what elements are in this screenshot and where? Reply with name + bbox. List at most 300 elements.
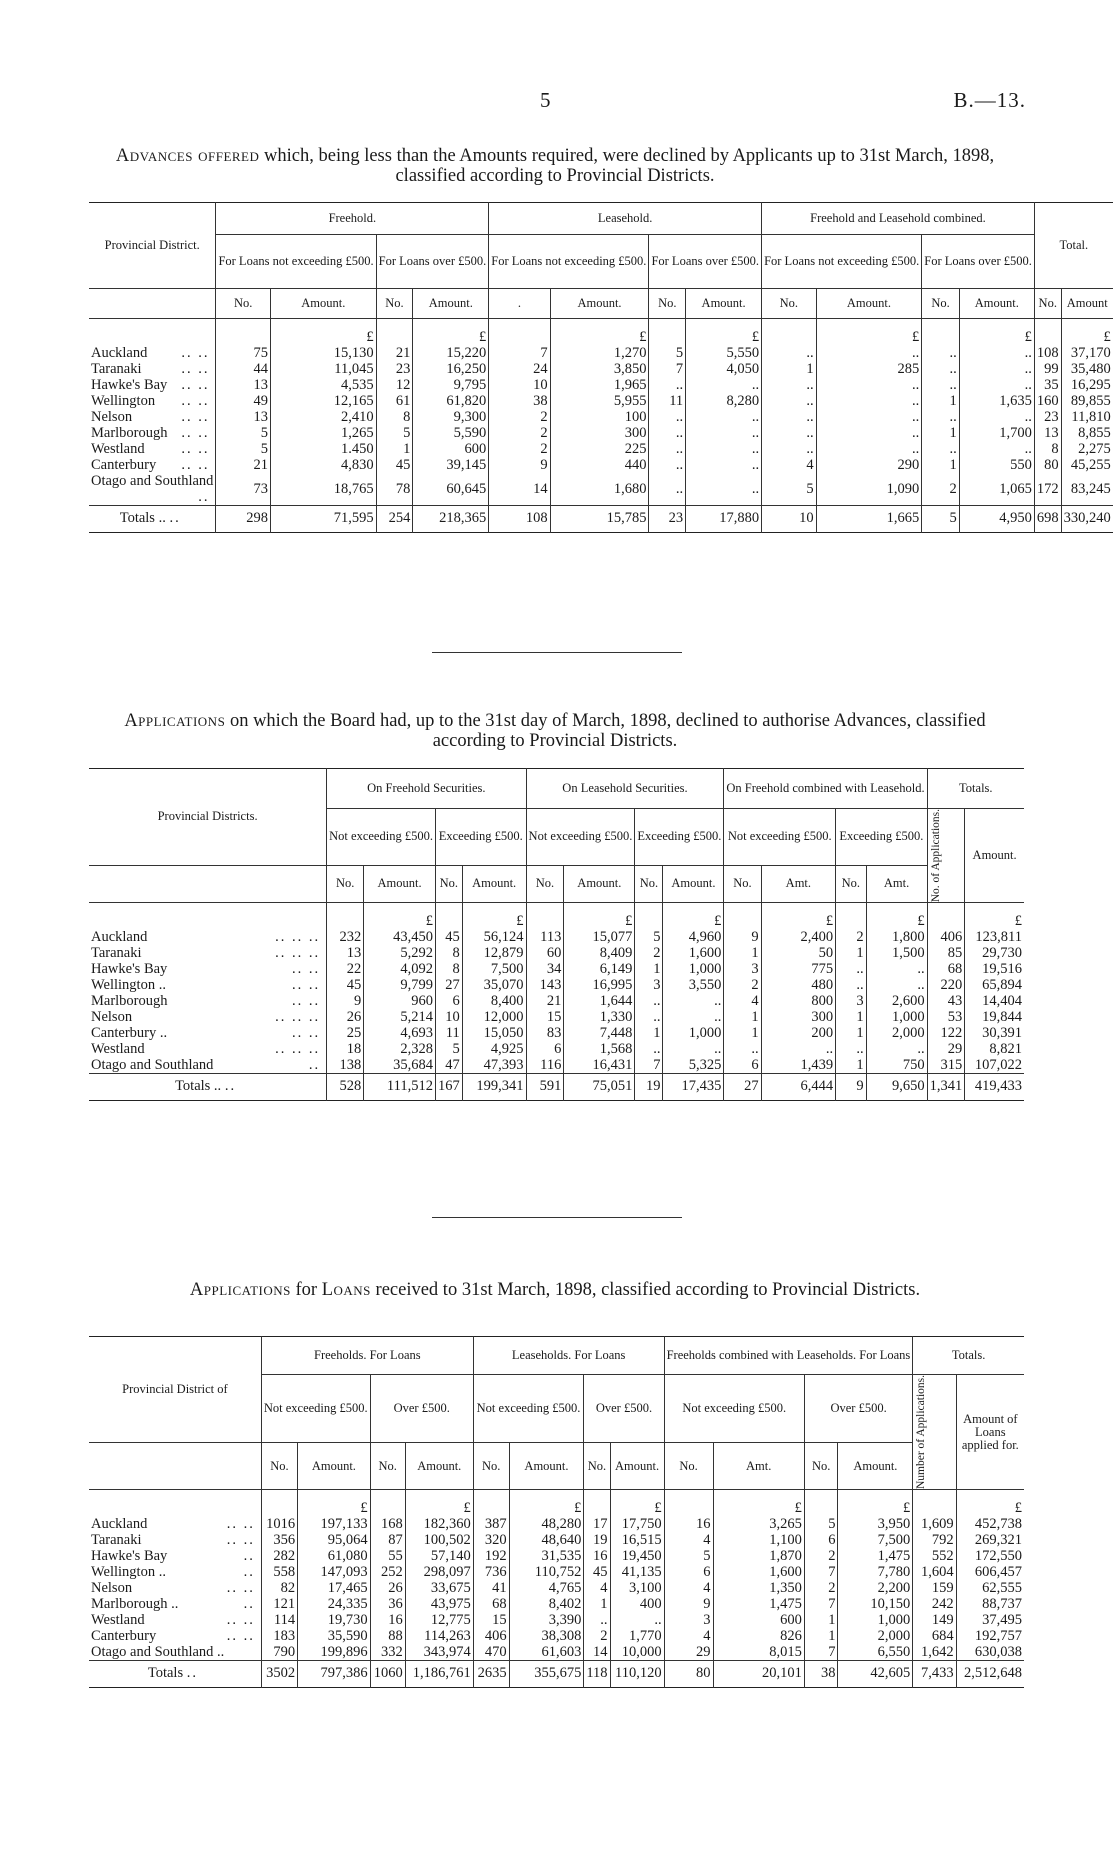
count-cell: 3 [724, 961, 761, 977]
amount-cell: 1,600 [713, 1564, 804, 1580]
count-cell: 220 [927, 977, 965, 993]
currency-row [89, 903, 1024, 930]
amount-cell: 19,844 [965, 1009, 1024, 1025]
count-cell: 2635 [473, 1661, 509, 1688]
count-cell: 1 [836, 1009, 866, 1025]
table3-title [90, 1280, 1020, 1300]
count-cell: 1 [922, 457, 960, 473]
amount-cell: 5,214 [364, 1009, 436, 1025]
col-header-amount: Amount. [462, 865, 526, 903]
amount-cell: 199,341 [462, 1074, 526, 1101]
col-header-combined: On Freehold combined with Leasehold. [724, 769, 927, 809]
amount-cell: 797,386 [298, 1661, 371, 1688]
count-cell: 6 [664, 1564, 713, 1580]
table-row [89, 441, 1113, 457]
col-header-lh-not-exceeding: Not exceeding £500. [526, 809, 635, 866]
col-header-district: Provincial Districts. [89, 769, 327, 866]
amount-cell: 62,555 [956, 1580, 1024, 1596]
count-cell: 7,433 [913, 1661, 956, 1688]
amount-cell: 15,220 [413, 345, 489, 361]
district-name: Canterbury .. [91, 1025, 168, 1042]
amount-cell: 2,000 [838, 1628, 913, 1644]
district-name: Wellington .. [91, 977, 166, 994]
count-cell: .. [635, 993, 663, 1009]
table3-title-mid: for [290, 1280, 322, 1300]
loan-applications-table [89, 1336, 1024, 1688]
count-cell: 2 [584, 1628, 610, 1644]
amount-cell: 30,391 [965, 1025, 1024, 1041]
count-cell: 3 [664, 1612, 713, 1628]
count-cell: 60 [526, 945, 564, 961]
count-cell: 1 [724, 1025, 761, 1041]
district-name: Nelson [91, 409, 133, 425]
count-cell: 99 [1034, 361, 1061, 377]
count-cell: 1016 [261, 1516, 297, 1532]
amount-cell: 4,535 [271, 377, 377, 393]
col-header-no: No. [664, 1443, 713, 1490]
amount-cell: 800 [761, 993, 836, 1009]
amount-cell: 12,165 [271, 393, 377, 409]
count-cell: 792 [913, 1532, 956, 1548]
amount-cell: 3,100 [610, 1580, 664, 1596]
amount-cell: 1,270 [550, 345, 649, 361]
table-row [89, 1025, 1024, 1041]
currency-row [89, 319, 1113, 346]
leader-dots: .. [243, 1596, 255, 1613]
leader-dots: .. .. .. [275, 945, 321, 962]
amount-cell: 197,133 [298, 1516, 371, 1532]
count-cell: 282 [261, 1548, 297, 1564]
amount-cell: 17,880 [686, 506, 762, 533]
district-name: Marlborough [91, 425, 168, 441]
amount-cell: 3,390 [509, 1612, 584, 1628]
count-cell: .. [635, 1041, 663, 1057]
count-cell: 80 [664, 1661, 713, 1688]
count-cell: 61 [376, 393, 413, 409]
page-header [0, 88, 1114, 118]
totals-row [89, 1074, 1024, 1101]
count-cell: 19 [584, 1532, 610, 1548]
count-cell: 3 [635, 977, 663, 993]
amount-cell: 15,130 [271, 345, 377, 361]
amount-cell: 182,360 [405, 1516, 473, 1532]
advances-declined-table [89, 202, 1113, 533]
leader-dots: .. .. [181, 425, 210, 441]
leader-dots: .. .. [292, 993, 321, 1010]
currency-symbol: £ [462, 903, 526, 930]
amount-cell: 2,275 [1061, 441, 1113, 457]
col-header-cb-over: For Loans over £500. [922, 235, 1035, 289]
amount-cell: 1,568 [564, 1041, 635, 1057]
count-cell: 5 [635, 929, 663, 945]
district-name: Canterbury [91, 1628, 157, 1645]
amount-cell: 750 [866, 1057, 927, 1074]
amount-cell: 8,280 [686, 393, 762, 409]
table-row [89, 1612, 1024, 1628]
amount-cell: 1,350 [713, 1580, 804, 1596]
currency-symbol: £ [956, 1490, 1024, 1517]
count-cell: 5 [762, 473, 817, 506]
leader-dots: .. .. [226, 1612, 255, 1629]
col-header-no: No. [584, 1443, 610, 1490]
count-cell: 1 [635, 961, 663, 977]
col-header-cb-not-exceeding: Not exceeding £500. [664, 1375, 804, 1443]
leader-dots: .. .. [226, 1532, 255, 1549]
col-header-lh-not-exceeding: Not exceeding £500. [473, 1375, 584, 1443]
amount-cell: 200 [761, 1025, 836, 1041]
count-cell: 116 [526, 1057, 564, 1074]
amount-cell: 17,750 [610, 1516, 664, 1532]
amount-cell: 1,065 [959, 473, 1034, 506]
count-cell: 4 [664, 1580, 713, 1596]
count-cell: 5 [664, 1548, 713, 1564]
amount-cell: 290 [816, 457, 922, 473]
amount-cell: 41,135 [610, 1564, 664, 1580]
table-row [89, 1628, 1024, 1644]
count-cell: 4 [762, 457, 817, 473]
leader-dots: .. .. [226, 1516, 255, 1533]
table3-title-lead: Applications [189, 1280, 291, 1300]
col-header-leaseholds: Leaseholds. For Loans [473, 1337, 664, 1375]
amount-cell: .. [663, 993, 724, 1009]
count-cell: 29 [927, 1041, 965, 1057]
amount-cell: 6,550 [838, 1644, 913, 1661]
table-row [89, 1516, 1024, 1532]
col-header-leasehold: On Leasehold Securities. [526, 769, 724, 809]
count-cell: 558 [261, 1564, 297, 1580]
amount-cell: 43,975 [405, 1596, 473, 1612]
count-cell: 5 [376, 425, 413, 441]
amount-cell: 269,321 [956, 1532, 1024, 1548]
count-cell: 1,341 [927, 1074, 965, 1101]
count-cell: 78 [376, 473, 413, 506]
district-name: Wellington [91, 393, 156, 409]
count-cell: 10 [435, 1009, 462, 1025]
count-cell: 2 [724, 977, 761, 993]
count-cell: 138 [327, 1057, 364, 1074]
count-cell: 7 [489, 345, 550, 361]
count-cell: 49 [216, 393, 271, 409]
amount-cell: 2,400 [761, 929, 836, 945]
col-header-amt: Amt. [761, 865, 836, 903]
amount-cell: 37,170 [1061, 345, 1113, 361]
amount-cell: 4,830 [271, 457, 377, 473]
table-row [89, 1548, 1024, 1564]
count-cell: 2 [489, 441, 550, 457]
amount-cell: 4,960 [663, 929, 724, 945]
amount-cell: 400 [610, 1596, 664, 1612]
count-cell: 1,609 [913, 1516, 956, 1532]
count-cell: 1 [376, 441, 413, 457]
amount-cell: 43,450 [364, 929, 436, 945]
amount-cell: 12,775 [405, 1612, 473, 1628]
amount-cell: .. [816, 441, 922, 457]
count-cell: 45 [584, 1564, 610, 1580]
currency-symbol: £ [564, 903, 635, 930]
count-cell: 406 [473, 1628, 509, 1644]
count-cell: 1 [922, 393, 960, 409]
col-header-no: No. [435, 865, 462, 903]
col-header-no-applications: No. of Applications. [927, 809, 965, 903]
amount-cell: 110,120 [610, 1661, 664, 1688]
count-cell: 387 [473, 1516, 509, 1532]
amount-cell: 6,444 [761, 1074, 836, 1101]
col-header-leasehold: Leasehold. [489, 203, 762, 235]
amount-cell: .. [686, 441, 762, 457]
count-cell: .. [836, 977, 866, 993]
count-cell: 26 [370, 1580, 405, 1596]
leader-dots: .. [243, 1548, 255, 1565]
count-cell: .. [922, 441, 960, 457]
count-cell: 172 [1034, 473, 1061, 506]
count-cell: 121 [261, 1596, 297, 1612]
amount-cell: 65,894 [965, 977, 1024, 993]
totals-label: Totals [147, 1665, 184, 1682]
amount-cell: 4,092 [364, 961, 436, 977]
count-cell: 9 [724, 929, 761, 945]
count-cell: 4 [584, 1580, 610, 1596]
amount-cell: 15,785 [550, 506, 649, 533]
col-header-fh-not-exceeding: Not exceeding £500. [261, 1375, 370, 1443]
count-cell: .. [836, 1041, 866, 1057]
totals-label: Totals .. [175, 1078, 222, 1095]
district-name: Otago and Southland .. [91, 1644, 225, 1661]
count-cell: 68 [473, 1596, 509, 1612]
count-cell: 75 [216, 345, 271, 361]
district-name: Westland [91, 1612, 145, 1629]
count-cell: 13 [216, 377, 271, 393]
currency-symbol: £ [663, 903, 724, 930]
district-name: Marlborough [91, 993, 168, 1010]
count-cell: 2 [836, 929, 866, 945]
col-header-total: Total. [1034, 203, 1112, 289]
count-cell: 8 [376, 409, 413, 425]
col-header-no: No. [370, 1443, 405, 1490]
district-name: Nelson [91, 1580, 133, 1597]
count-cell: 25 [327, 1025, 364, 1041]
amount-cell: 7,500 [838, 1532, 913, 1548]
leader-dots: .. .. [292, 961, 321, 978]
count-cell: 790 [261, 1644, 297, 1661]
currency-symbol: £ [413, 319, 489, 346]
currency-symbol: £ [816, 319, 922, 346]
amount-cell: 1,800 [866, 929, 927, 945]
table-row [89, 1644, 1024, 1661]
amount-cell: 2,200 [838, 1580, 913, 1596]
count-cell: .. [649, 457, 686, 473]
count-cell: 13 [1034, 425, 1061, 441]
count-cell: 168 [370, 1516, 405, 1532]
count-cell: 80 [1034, 457, 1061, 473]
col-header-combined: Freehold and Leasehold combined. [762, 203, 1035, 235]
count-cell: 83 [526, 1025, 564, 1041]
amount-cell: 95,064 [298, 1532, 371, 1548]
count-cell: 1 [762, 361, 817, 377]
currency-symbol: £ [610, 1490, 664, 1517]
currency-symbol: £ [364, 903, 436, 930]
col-header-freeholds: Freeholds. For Loans [261, 1337, 473, 1375]
col-header-no: No. [724, 865, 761, 903]
count-cell: 183 [261, 1628, 297, 1644]
amount-cell: 2,600 [866, 993, 927, 1009]
count-cell: 108 [489, 506, 550, 533]
table-row [89, 393, 1113, 409]
col-header-cb-not-exceeding: For Loans not exceeding £500. [762, 235, 922, 289]
count-cell: 8 [1034, 441, 1061, 457]
count-cell: 14 [489, 473, 550, 506]
amount-cell: 480 [761, 977, 836, 993]
amount-cell: 343,974 [405, 1644, 473, 1661]
amount-cell: 16,995 [564, 977, 635, 993]
table2-title [90, 711, 1020, 751]
col-header-no: No. [1034, 289, 1061, 319]
amount-cell: 48,640 [509, 1532, 584, 1548]
amount-cell: .. [866, 961, 927, 977]
count-cell: 2 [635, 945, 663, 961]
amount-cell: 38,308 [509, 1628, 584, 1644]
district-name: Taranaki [91, 945, 142, 962]
leader-dots: .. .. [292, 977, 321, 994]
document-reference: B.—13. [953, 88, 1026, 112]
count-cell: 470 [473, 1644, 509, 1661]
col-header-fh-not-exceeding: Not exceeding £500. [327, 809, 436, 866]
table-row [89, 425, 1113, 441]
currency-symbol: £ [686, 319, 762, 346]
table-row [89, 1596, 1024, 1612]
amount-cell: 19,450 [610, 1548, 664, 1564]
count-cell: .. [649, 377, 686, 393]
table2-title-rest: on which the Board had, up to the 31st day of March, 1898, declined to authorise Advances, classified according to Provincial Districts. [225, 711, 986, 751]
count-cell: .. [649, 473, 686, 506]
amount-cell: 1,000 [663, 961, 724, 977]
district-name: Hawke's Bay [91, 377, 168, 393]
count-cell: 21 [376, 345, 413, 361]
count-cell: 55 [370, 1548, 405, 1564]
count-cell: 19 [635, 1074, 663, 1101]
amount-cell: 3,550 [663, 977, 724, 993]
count-cell: 1 [804, 1612, 838, 1628]
amount-cell: .. [761, 1041, 836, 1057]
table-row [89, 361, 1113, 377]
amount-cell: 3,950 [838, 1516, 913, 1532]
district-name: Auckland [91, 1516, 148, 1533]
count-cell: 35 [1034, 377, 1061, 393]
applications-declined-table [89, 768, 1024, 1101]
amount-cell: 7,780 [838, 1564, 913, 1580]
leader-dots: .. [186, 1665, 198, 1682]
amount-cell: 1,635 [959, 393, 1034, 409]
count-cell: 4 [664, 1628, 713, 1644]
table-row [89, 1009, 1024, 1025]
amount-cell: 8,015 [713, 1644, 804, 1661]
amount-cell: 2,410 [271, 409, 377, 425]
col-header-no: No. [762, 289, 817, 319]
amount-cell: 48,280 [509, 1516, 584, 1532]
amount-cell: .. [866, 1041, 927, 1057]
count-cell: 73 [216, 473, 271, 506]
amount-cell: 9,300 [413, 409, 489, 425]
amount-cell: 1,330 [564, 1009, 635, 1025]
count-cell: 736 [473, 1564, 509, 1580]
amount-cell: 5,550 [686, 345, 762, 361]
amount-cell: 24,335 [298, 1596, 371, 1612]
currency-symbol: £ [405, 1490, 473, 1517]
amount-cell: 5,292 [364, 945, 436, 961]
col-header-amount: Amount. [663, 865, 724, 903]
amount-cell: 606,457 [956, 1564, 1024, 1580]
amount-cell: 285 [816, 361, 922, 377]
count-cell: 6 [804, 1532, 838, 1548]
count-cell: 242 [913, 1596, 956, 1612]
leader-dots: .. .. [226, 1580, 255, 1597]
currency-symbol: £ [713, 1490, 804, 1517]
count-cell: .. [836, 961, 866, 977]
currency-symbol: £ [761, 903, 836, 930]
amount-cell: 172,550 [956, 1548, 1024, 1564]
district-name: Westland [91, 441, 145, 457]
amount-cell: 2,328 [364, 1041, 436, 1057]
count-cell: 11 [435, 1025, 462, 1041]
count-cell: 15 [473, 1612, 509, 1628]
count-cell: .. [762, 345, 817, 361]
count-cell: 45 [435, 929, 462, 945]
count-cell: 23 [1034, 409, 1061, 425]
count-cell: 7 [804, 1564, 838, 1580]
amount-cell: 1,870 [713, 1548, 804, 1564]
leader-dots: .. .. [181, 361, 210, 377]
amount-cell: 218,365 [413, 506, 489, 533]
amount-cell: 440 [550, 457, 649, 473]
count-cell: 9 [327, 993, 364, 1009]
amount-cell: 19,730 [298, 1612, 371, 1628]
amount-cell: 16,431 [564, 1057, 635, 1074]
col-header-amount: Amount. [405, 1443, 473, 1490]
table-row [89, 409, 1113, 425]
amount-cell: 56,124 [462, 929, 526, 945]
amount-cell: 300 [761, 1009, 836, 1025]
amount-cell: 83,245 [1061, 473, 1113, 506]
amount-cell: .. [866, 977, 927, 993]
col-header-amount: Amount. [816, 289, 922, 319]
leader-dots: .. .. [181, 393, 210, 409]
count-cell: 10 [762, 506, 817, 533]
amount-cell: 88,737 [956, 1596, 1024, 1612]
amount-cell: 3,265 [713, 1516, 804, 1532]
table-row [89, 1580, 1024, 1596]
amount-cell: 826 [713, 1628, 804, 1644]
count-cell: 27 [724, 1074, 761, 1101]
amount-cell: 1,475 [713, 1596, 804, 1612]
count-cell: 2 [804, 1580, 838, 1596]
count-cell: 9 [836, 1074, 866, 1101]
col-header-amount: Amount. [550, 289, 649, 319]
amount-cell: 192,757 [956, 1628, 1024, 1644]
amount-cell: 35,480 [1061, 361, 1113, 377]
amount-cell: 2,000 [866, 1025, 927, 1041]
amount-cell: 19,516 [965, 961, 1024, 977]
amount-cell: 4,925 [462, 1041, 526, 1057]
count-cell: 18 [327, 1041, 364, 1057]
count-cell: 47 [435, 1057, 462, 1074]
amount-cell: .. [959, 409, 1034, 425]
count-cell: 5 [216, 441, 271, 457]
amount-cell: 5,325 [663, 1057, 724, 1074]
col-header-fh-exceeding: Exceeding £500. [435, 809, 526, 866]
col-header-no: No. [526, 865, 564, 903]
count-cell: 252 [370, 1564, 405, 1580]
count-cell: 684 [913, 1628, 956, 1644]
table-row [89, 961, 1024, 977]
